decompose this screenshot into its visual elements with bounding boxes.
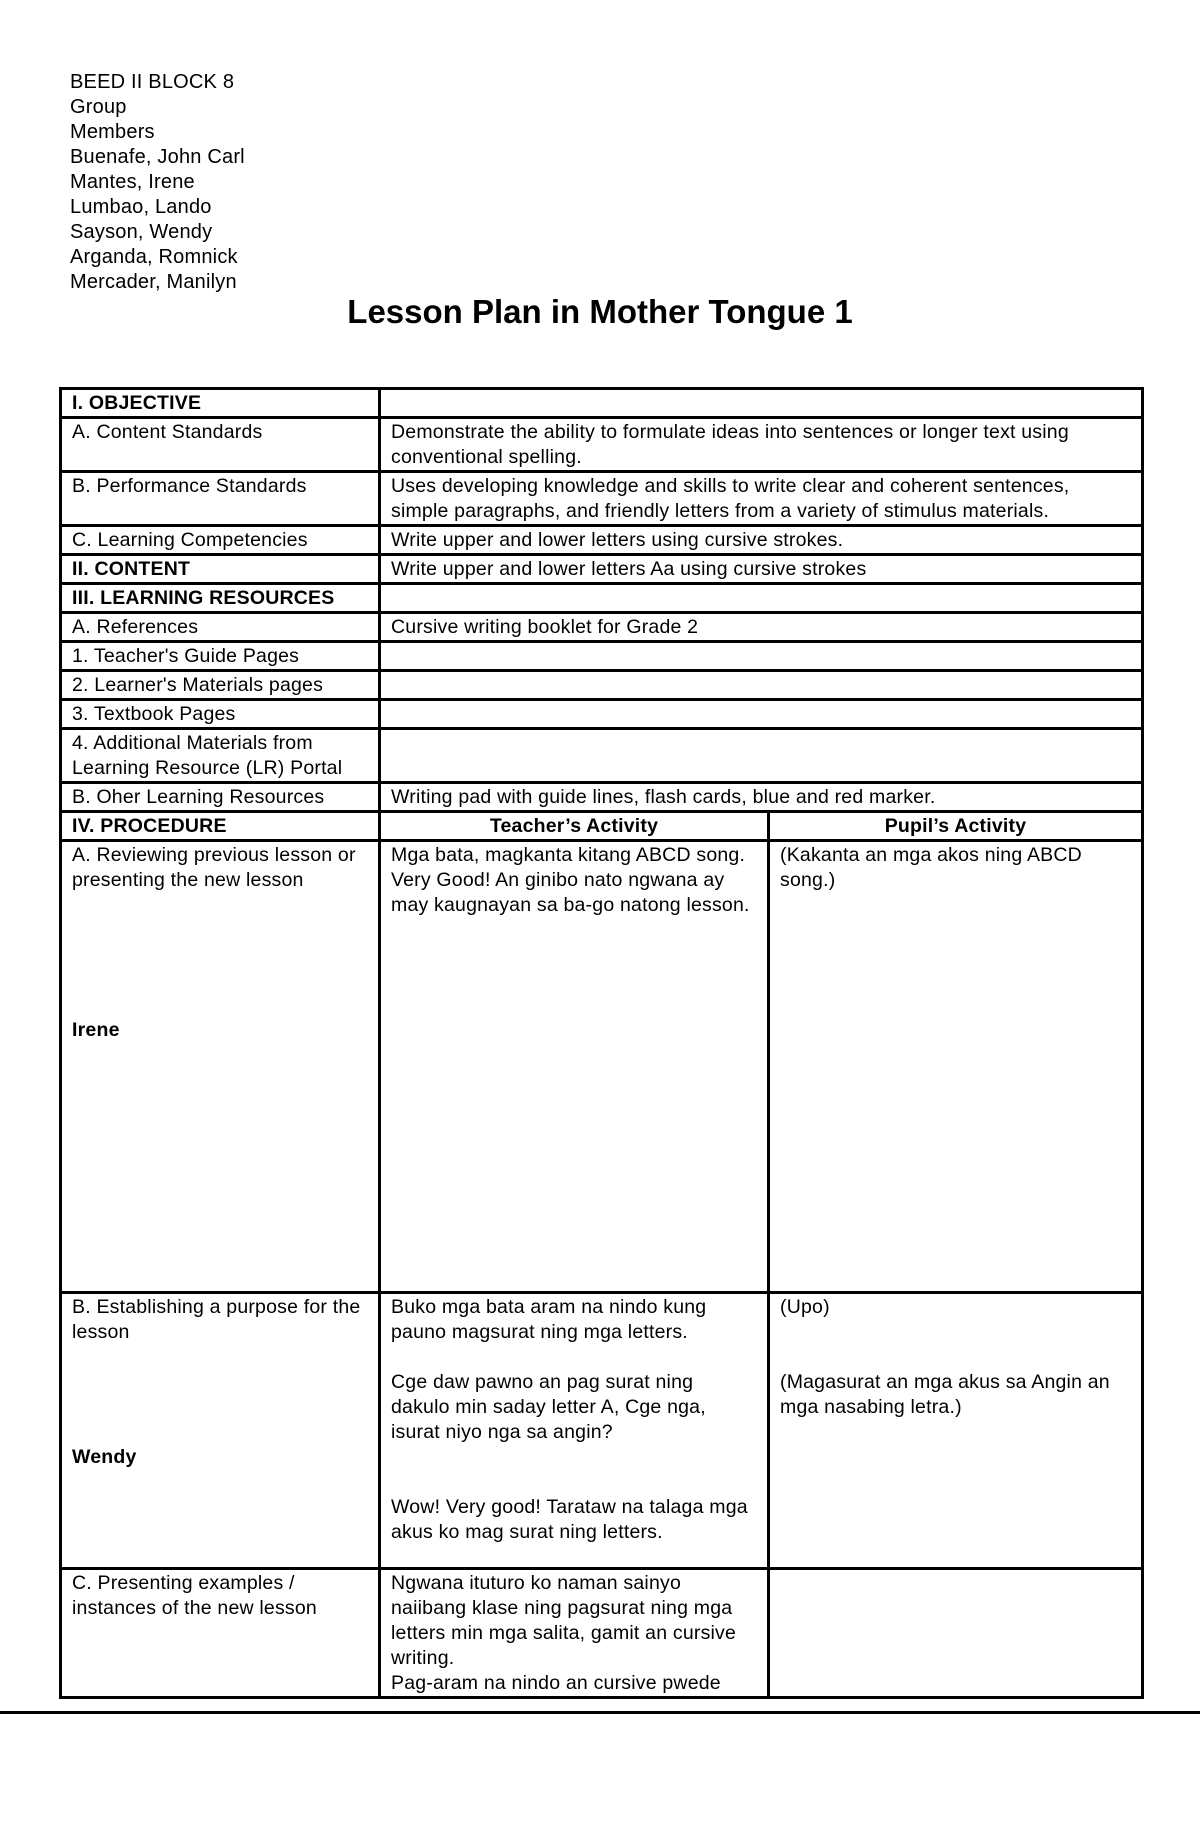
table-row [61, 700, 1143, 729]
teacher-activity-text: Mga bata, magkanta kitang ABCD song. [391, 844, 746, 866]
teachers-guide-label: 1. Teacher's Guide Pages [61, 642, 380, 671]
header-line-group: Group [70, 96, 127, 118]
learning-resources-heading: III. LEARNING RESOURCES [61, 584, 380, 613]
textbook-pages-label: 3. Textbook Pages [61, 700, 380, 729]
content-standards-value: Demonstrate the ability to formulate ideas into sentences or longer text using conventional spelling. [380, 418, 1143, 472]
table-row [61, 613, 1143, 642]
page-divider [0, 1711, 1200, 1714]
content-value: Write upper and lower letters Aa using cursive strokes [380, 555, 1143, 584]
content-label: II. CONTENT [61, 555, 380, 584]
pupil-activity-header: Pupil’s Activity [769, 812, 1143, 841]
member-name: Arganda, Romnick [70, 246, 238, 268]
table-row [61, 671, 1143, 700]
procedure-step-label: C. Presenting examples / instances of the new lesson [72, 1572, 317, 1619]
learning-competencies-value: Write upper and lower letters using cursive strokes. [380, 526, 1143, 555]
teacher-activity-text: Pag-aram na nindo an cursive pwede [391, 1672, 721, 1694]
header-line-members: Members [70, 121, 155, 143]
teacher-activity-cell [380, 1293, 769, 1569]
step-author: Irene [72, 1019, 120, 1041]
header-block [70, 70, 245, 295]
teacher-activity-header: Teacher’s Activity [380, 812, 769, 841]
performance-standards-value: Uses developing knowledge and skills to write clear and coherent sentences, simple paragraphs, and friendly letters from a variety of stimulus materials. [380, 472, 1143, 526]
pupil-activity-cell [769, 1293, 1143, 1569]
member-name: Mercader, Manilyn [70, 271, 237, 293]
table-row [61, 812, 1143, 841]
table-row [61, 418, 1143, 472]
table-row [61, 526, 1143, 555]
table-row [61, 1293, 1143, 1569]
procedure-step-a [61, 841, 380, 1293]
step-author: Wendy [72, 1446, 137, 1468]
table-row [61, 389, 1143, 418]
teacher-activity-cell [380, 841, 769, 1293]
teacher-activity-text: Buko mga bata aram na nindo kung pauno magsurat ning mga letters. [391, 1296, 707, 1343]
member-name: Sayson, Wendy [70, 221, 213, 243]
additional-materials-label: 4. Additional Materials from Learning Resource (LR) Portal [61, 729, 380, 783]
additional-materials-value [380, 729, 1143, 783]
procedure-step-c [61, 1569, 380, 1698]
teacher-activity-text: Very Good! An ginibo nato ngwana ay may kaugnayan sa ba-go natong lesson. [391, 869, 750, 916]
learners-materials-value [380, 671, 1143, 700]
teacher-activity-text: Wow! Very good! Tarataw na talaga mga akus ko mag surat ning letters. [391, 1496, 748, 1543]
content-standards-label: A. Content Standards [61, 418, 380, 472]
member-name: Mantes, Irene [70, 171, 195, 193]
learners-materials-label: 2. Learner's Materials pages [61, 671, 380, 700]
table-row [61, 783, 1143, 812]
table-row [61, 729, 1143, 783]
procedure-step-label: B. Establishing a purpose for the lesson [72, 1296, 361, 1343]
teacher-activity-text: Ngwana ituturo ko naman sainyo naiibang klase ning pagsurat ning mga letters min mga salita, gamit an cursive writing. [391, 1572, 737, 1669]
lesson-plan-table [59, 387, 1144, 1699]
references-label: A. References [61, 613, 380, 642]
pupil-activity-text: (Kakanta an mga akos ning ABCD song.) [780, 844, 1082, 891]
member-name: Buenafe, John Carl [70, 146, 245, 168]
other-resources-value: Writing pad with guide lines, flash cards, blue and red marker. [380, 783, 1143, 812]
member-name: Lumbao, Lando [70, 196, 212, 218]
header-line-class: BEED II BLOCK 8 [70, 71, 235, 93]
table-row [61, 642, 1143, 671]
procedure-step-b [61, 1293, 380, 1569]
procedure-heading: IV. PROCEDURE [61, 812, 380, 841]
pupil-activity-cell [769, 1569, 1143, 1698]
table-row [61, 584, 1143, 613]
teacher-activity-text: Cge daw pawno an pag surat ning dakulo min saday letter A, Cge nga, isurat niyo nga sa angin? [391, 1371, 706, 1443]
table-row [61, 555, 1143, 584]
pupil-activity-cell [769, 841, 1143, 1293]
table-row [61, 472, 1143, 526]
learning-competencies-label: C. Learning Competencies [61, 526, 380, 555]
textbook-pages-value [380, 700, 1143, 729]
teachers-guide-value [380, 642, 1143, 671]
table-row [61, 841, 1143, 1293]
pupil-activity-text: (Magasurat an mga akus sa Angin an mga nasabing letra.) [780, 1371, 1110, 1418]
table-row [61, 1569, 1143, 1698]
objective-heading: I. OBJECTIVE [61, 389, 380, 418]
table-cell-empty [380, 584, 1143, 613]
references-value: Cursive writing booklet for Grade 2 [380, 613, 1143, 642]
pupil-activity-text: (Upo) [780, 1296, 830, 1318]
table-cell-empty [380, 389, 1143, 418]
performance-standards-label: B. Performance Standards [61, 472, 380, 526]
teacher-activity-cell [380, 1569, 769, 1698]
document-title: Lesson Plan in Mother Tongue 1 [347, 293, 853, 330]
other-resources-label: B. Oher Learning Resources [61, 783, 380, 812]
procedure-step-label: A. Reviewing previous lesson or presenting the new lesson [72, 844, 356, 891]
